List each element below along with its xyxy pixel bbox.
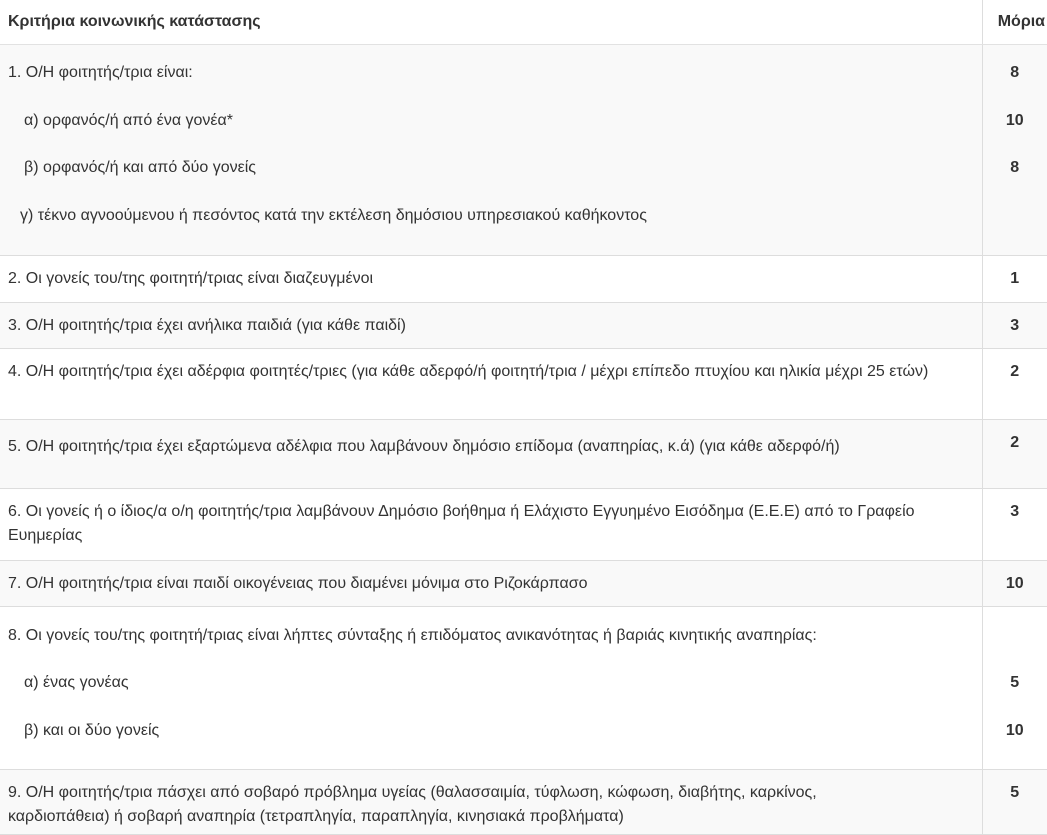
table-row xyxy=(0,303,1047,349)
points-cell xyxy=(982,45,1047,256)
criteria-cell xyxy=(0,303,982,349)
criterion-text: 9. Ο/Η φοιτητής/τρια πάσχει από σοβαρό πρόβλημα υγείας (θαλασσαιμία, τύφλωση, κώφωση, διαβήτης, καρκίνος, καρδιοπάθεια) ή σοβαρή αναπηρία (τετραπληγία, παραπληγία, κινησιακά προβλήματα) xyxy=(8,770,974,829)
criteria-cell xyxy=(0,45,982,256)
criterion-text: 4. Ο/Η φοιτητής/τρια έχει αδέρφια φοιτητές/τριες (για κάθε αδερφό/ή φοιτητή/τρια / μέχρι επίπεδο πτυχίου και ηλικία μέχρι 25 ετών) xyxy=(8,349,974,384)
table-row xyxy=(0,561,1047,607)
points-value: 5 xyxy=(983,671,1047,695)
criterion-text: 8. Οι γονείς του/της φοιτητή/τριας είναι λήπτες σύνταξης ή επιδόματος ανικανότητας ή βαριάς κινητικής αναπηρίας: xyxy=(8,624,974,648)
table-row xyxy=(0,770,1047,835)
criterion-text: 5. Ο/Η φοιτητής/τρια έχει εξαρτώμενα αδέλφια που λαμβάνουν δημόσιο επίδομα (αναπηρίας, κ.ά) (για κάθε αδερφό/ή) xyxy=(8,420,974,459)
table-row xyxy=(0,489,1047,561)
criteria-cell xyxy=(0,561,982,607)
points-column-header: Μόρια xyxy=(982,0,1047,45)
points-value: 3 xyxy=(983,303,1047,338)
criteria-cell xyxy=(0,420,982,489)
criteria-cell xyxy=(0,349,982,420)
criterion-subitem: γ) τέκνο αγνοούμενου ή πεσόντος κατά την εκτέλεση δημόσιου υπηρεσιακού καθήκοντος xyxy=(8,204,974,228)
criterion-text: 3. Ο/Η φοιτητής/τρια έχει ανήλικα παιδιά (για κάθε παιδί) xyxy=(8,303,974,338)
points-value: 5 xyxy=(983,770,1047,805)
criteria-cell xyxy=(0,607,982,770)
criterion-subitem: β) ορφανός/ή και από δύο γονείς xyxy=(8,156,974,180)
table-row xyxy=(0,45,1047,256)
table-row xyxy=(0,607,1047,770)
points-cell xyxy=(982,256,1047,303)
criteria-cell xyxy=(0,256,982,303)
table-row xyxy=(0,420,1047,489)
points-value: 1 xyxy=(983,256,1047,291)
criterion-subitem: α) ορφανός/ή από ένα γονέα* xyxy=(8,109,974,133)
points-value: 2 xyxy=(983,349,1047,384)
criterion-text: 6. Οι γονείς ή ο ίδιος/α ο/η φοιτητής/τρια λαμβάνουν Δημόσιο βοήθημα ή Ελάχιστο Εγγυημένο Εισόδημα (Ε.Ε.Ε) από το Γραφείο Ευημερίας xyxy=(8,489,974,548)
table-row xyxy=(0,256,1047,303)
points-value: 10 xyxy=(983,561,1047,596)
criteria-column-header: Κριτήρια κοινωνικής κατάστασης xyxy=(0,0,982,45)
criterion-text: 2. Οι γονείς του/της φοιτητή/τριας είναι διαζευγμένοι xyxy=(8,256,974,291)
points-cell xyxy=(982,420,1047,489)
criteria-cell xyxy=(0,770,982,835)
criterion-text: 1. Ο/Η φοιτητής/τρια είναι: xyxy=(8,61,974,85)
table-header-row xyxy=(0,0,1047,45)
table-row xyxy=(0,349,1047,420)
points-cell xyxy=(982,349,1047,420)
points-cell xyxy=(982,489,1047,561)
points-cell xyxy=(982,770,1047,835)
points-value xyxy=(983,624,1047,648)
points-value: 8 xyxy=(983,156,1047,180)
criteria-cell xyxy=(0,489,982,561)
points-value: 2 xyxy=(983,420,1047,455)
points-cell xyxy=(982,607,1047,770)
criterion-subitem: β) και οι δύο γονείς xyxy=(8,719,974,743)
points-cell xyxy=(982,561,1047,607)
points-cell xyxy=(982,303,1047,349)
points-value: 3 xyxy=(983,489,1047,524)
criterion-subitem: α) ένας γονέας xyxy=(8,671,974,695)
points-value: 10 xyxy=(983,109,1047,133)
points-value: 10 xyxy=(983,719,1047,743)
points-value: 8 xyxy=(983,61,1047,85)
criterion-text: 7. Ο/Η φοιτητής/τρια είναι παιδί οικογένειας που διαμένει μόνιμα στο Ριζοκάρπασο xyxy=(8,561,974,596)
